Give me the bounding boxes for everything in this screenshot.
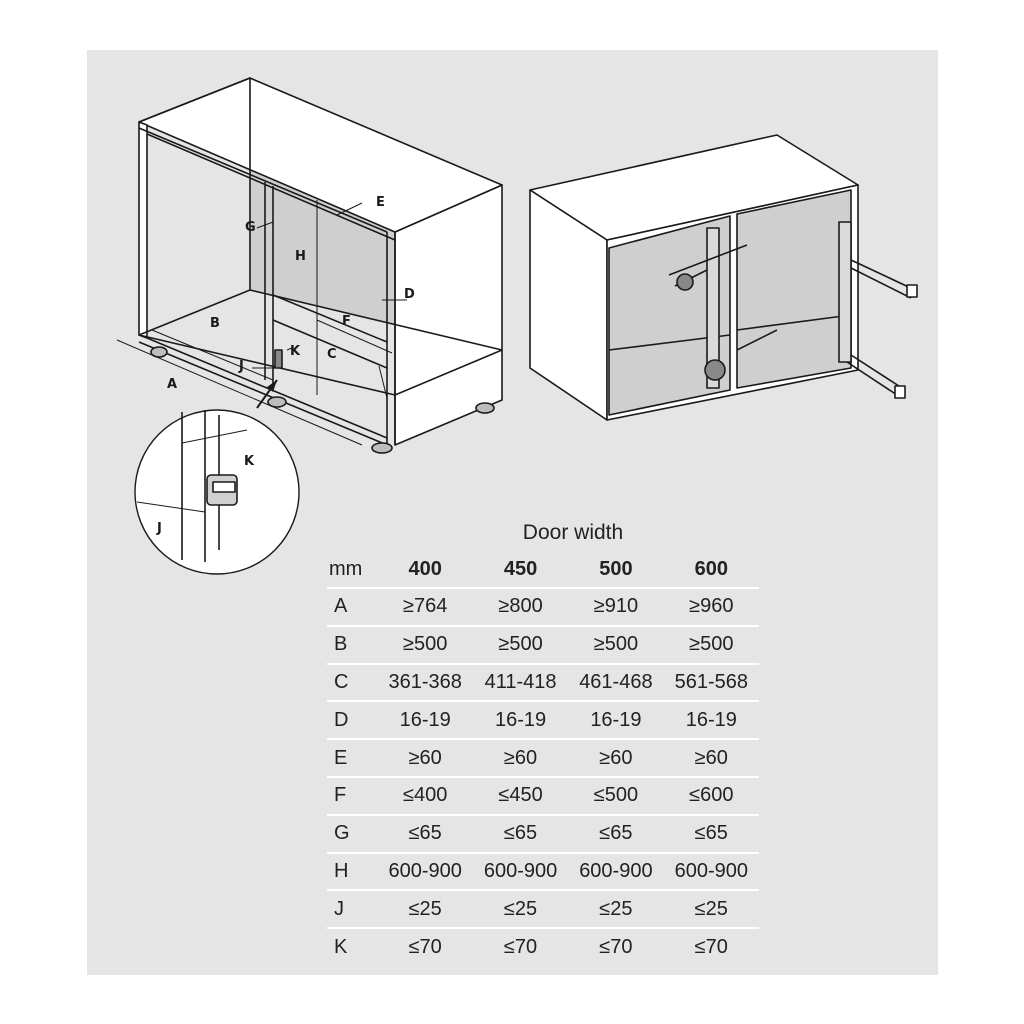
cell: ≥500 [689, 633, 734, 656]
cell: 600-900 [483, 859, 558, 882]
label-B: B [210, 316, 220, 331]
cell: 600-900 [388, 859, 462, 882]
row-key: B [334, 633, 348, 656]
cell: 16-19 [685, 708, 737, 731]
cell: ≤70 [408, 936, 442, 959]
hinge-detail [135, 410, 299, 574]
right-cabinet [530, 135, 917, 420]
cell: 361-368 [388, 670, 462, 693]
cell: ≤25 [694, 897, 728, 920]
table-row [327, 626, 759, 664]
label-K: K [290, 344, 301, 359]
cell: ≥764 [403, 595, 448, 618]
row-key: C [334, 670, 349, 693]
cell: ≤25 [599, 897, 633, 920]
cell: ≥910 [593, 595, 639, 618]
row-key: E [334, 746, 348, 769]
cell: 16-19 [399, 708, 451, 731]
row-key: D [334, 708, 349, 731]
cell: 16-19 [590, 708, 642, 731]
cell: ≥60 [503, 746, 538, 769]
cell: ≥60 [694, 746, 728, 769]
column-header: 400 [408, 557, 442, 580]
detail-label-K: K [244, 454, 255, 469]
row-key: H [334, 859, 349, 882]
cell: ≤65 [503, 822, 538, 845]
cell: ≤65 [408, 822, 442, 845]
table-row [327, 928, 759, 966]
cell: ≤65 [694, 822, 728, 845]
cell: ≥800 [498, 595, 543, 618]
column-header: 450 [503, 557, 538, 580]
row-key: F [334, 784, 347, 807]
cell: 561-568 [674, 670, 748, 693]
table-row [327, 777, 759, 815]
row-key: A [334, 595, 348, 618]
cell: ≤450 [498, 784, 543, 807]
cell: ≥500 [593, 633, 639, 656]
row-key: K [334, 936, 348, 959]
cell: ≥60 [408, 746, 442, 769]
cell: 16-19 [494, 708, 547, 731]
row-key: G [334, 822, 350, 845]
label-J: J [239, 359, 244, 374]
cell: ≤65 [599, 822, 633, 845]
label-A: A [167, 377, 178, 392]
cell: ≥500 [403, 633, 448, 656]
left-cabinet [139, 78, 502, 453]
cell: ≤25 [408, 897, 442, 920]
table-header-row [327, 551, 759, 588]
cell: ≤25 [503, 897, 538, 920]
label-D: D [404, 287, 415, 302]
cell: 600-900 [674, 859, 748, 882]
cell: 600-900 [579, 859, 653, 882]
column-header: 500 [599, 557, 633, 580]
cell: 461-468 [579, 670, 653, 693]
column-header: 600 [694, 557, 728, 580]
cell: ≤70 [694, 936, 728, 959]
table-row [327, 853, 759, 891]
label-E: E [376, 195, 385, 210]
label-F: F [342, 314, 351, 329]
label-G: G [245, 220, 256, 235]
unit-header: mm [329, 557, 363, 580]
table-row [327, 664, 759, 702]
cell: ≤400 [403, 784, 448, 807]
dimension-table [327, 551, 759, 966]
cell: ≤500 [593, 784, 639, 807]
table-row [327, 588, 759, 626]
table-title: Door width [522, 521, 624, 544]
detail-label-J: J [157, 521, 162, 536]
label-H: H [295, 249, 306, 264]
table-row [327, 890, 759, 928]
label-C: C [327, 347, 337, 362]
table-row [327, 815, 759, 853]
cell: 411-418 [484, 670, 557, 693]
dimension-table-section [327, 515, 759, 966]
cell: ≤600 [689, 784, 734, 807]
table-row [327, 701, 759, 739]
row-key: J [334, 897, 344, 920]
cell: ≤70 [599, 936, 633, 959]
cell: ≥960 [689, 595, 734, 618]
cell: ≥60 [599, 746, 633, 769]
table-row [327, 739, 759, 777]
cell: ≥500 [498, 633, 543, 656]
cell: ≤70 [503, 936, 538, 959]
